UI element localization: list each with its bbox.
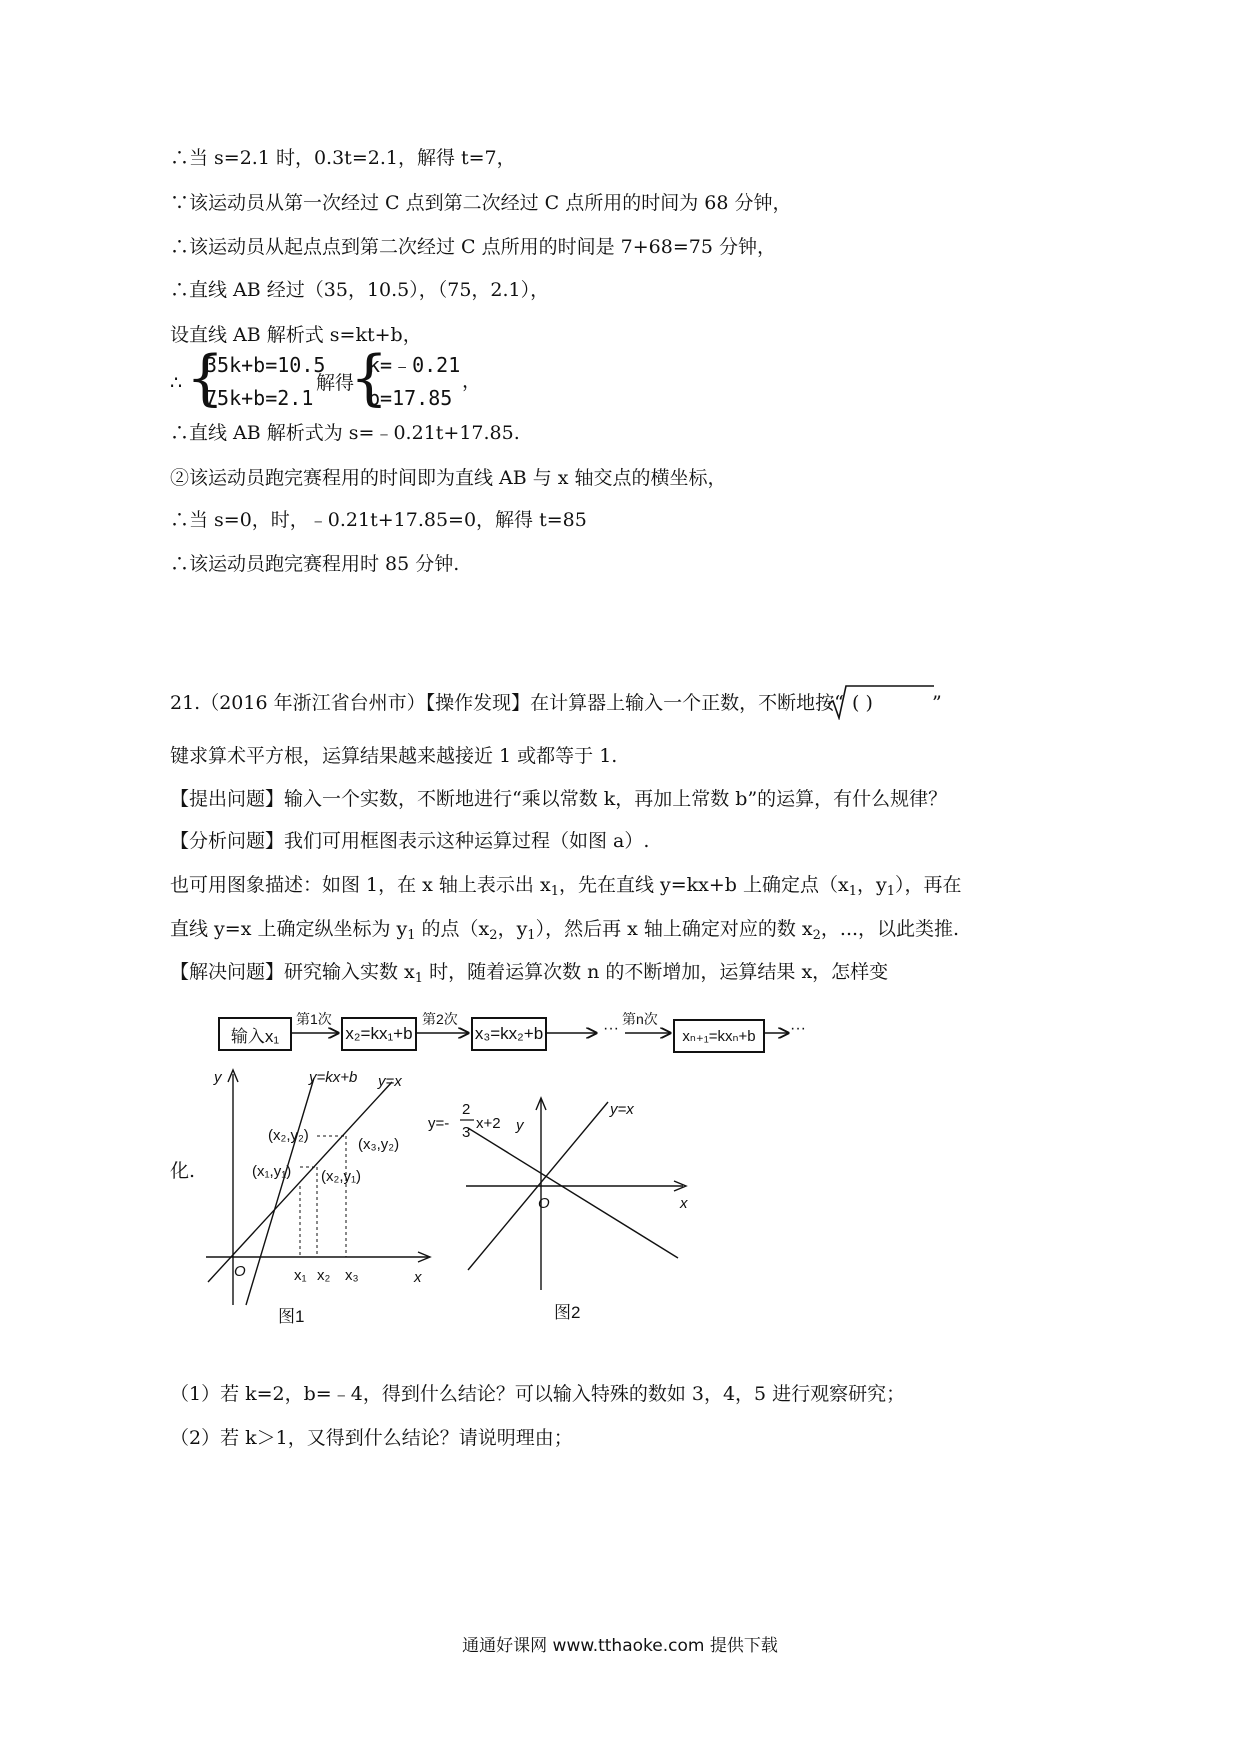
text-segment: 的点（x [415,918,490,940]
solution-line-8: ∴当 s=0，时，﹣0.21t+17.85=0，解得 t=85 [170,509,587,531]
fig2-origin: O [538,1195,550,1212]
problem-line-6 [170,916,959,942]
text-segment: 时，随着运算次数 n 的不断增加，运算结果 x，怎样变 [423,961,889,983]
page-footer: 通通好课网 www.tthaoke.com 提供下载 [462,1636,778,1656]
system-sol-1: k=﹣0.21 [368,353,461,377]
subscript: 1 [527,928,536,943]
subscript: 1 [886,884,896,899]
problem-line-4: 【分析问题】我们可用框图表示这种运算过程（如图 a）. [170,830,650,852]
fig2-x-label: x [680,1195,688,1212]
figure-2 [428,1050,688,1340]
sqrt-key-parens: ( ) [852,692,873,714]
fig2-eq-den: 3 [462,1124,471,1141]
text-segment: ，y [857,874,887,896]
solution-line-9: ∴该运动员跑完赛程用时 85 分钟. [170,553,460,575]
subquestion-2: （2）若 k＞1，又得到什么结论？请说明理由； [170,1427,573,1449]
fig2-line-label-yx: y=x [610,1101,634,1118]
system-eq-2: 75k+b=2.1 [205,386,314,410]
solution-line-2: ∵该运动员从第一次经过 C 点到第二次经过 C 点所用的时间为 68 分钟， [170,192,792,214]
subquestion-1: （1）若 k=2，b=﹣4，得到什么结论？可以输入特殊的数如 3，4，5 进行观察研究； [170,1383,906,1405]
flow-box-3: x₃=kx₂+b [471,1017,547,1051]
solution-line-4: ∴直线 AB 经过（35，10.5），（75，2.1）， [170,279,550,301]
problem-heading-text: 21.（2016 年浙江省台州市）【操作发现】在计算器上输入一个正数，不断地按“ [170,692,844,714]
flow-label-2: 第2次 [422,1011,458,1027]
figure-1 [196,1060,436,1360]
subscript: 1 [407,928,416,943]
subscript: 2 [812,928,821,943]
fig1-line-label-kxb: y=kx+b [309,1069,358,1086]
fig2-y-label: y [516,1117,524,1134]
text-segment: 也可用图象描述：如图 1，在 x 轴上表示出 x [170,874,551,896]
problem-line-7 [170,959,888,985]
subscript: 1 [550,884,559,899]
flow-dots: ··· [603,1020,619,1037]
solution-line-6: ∴直线 AB 解析式为 s=﹣0.21t+17.85. [170,422,520,444]
text-segment: ，先在直线 y=kx+b 上确定点（x [558,874,849,896]
fig2-eq-num: 2 [462,1101,471,1118]
subscript: 1 [414,971,424,986]
text-segment: ），再在 [895,874,962,896]
fig2-eq-suffix: x+2 [476,1115,501,1132]
solution-line-3: ∴该运动员从起点点到第二次经过 C 点所用的时间是 7+68=75 分钟， [170,236,776,258]
system-sol-2: b=17.85 [368,386,453,410]
text-segment: 【解决问题】研究输入实数 x [170,961,415,983]
flow-trailing-dots: ··· [790,1020,806,1037]
fig1-line-label-yx: y=x [378,1073,402,1090]
flow-box-2: x₂=kx₁+b [341,1017,417,1051]
system-eq-1: 35k+b=10.5 [205,353,326,377]
subscript: 1 [848,884,858,899]
problem-heading [170,690,844,716]
problem-line-2: 键求算术平方根，运算结果越来越接近 1 或都等于 1. [170,745,618,767]
solution-line-7: ②该运动员跑完赛程用的时间即为直线 AB 与 x 轴交点的横坐标， [170,467,727,489]
text-segment: ），然后再 x 轴上确定对应的数 x [535,918,813,940]
text-segment: ，...，以此类推. [820,918,960,940]
text-segment: 直线 y=x 上确定纵坐标为 y [170,918,408,940]
fig2-caption: 图2 [554,1303,581,1322]
fig2-eq-prefix: y=- [428,1115,450,1132]
flow-arrows [200,1012,1000,1052]
fig1-tick-x1: x₁ [294,1267,307,1284]
solution-line-1: ∴当 s=2.1 时，0.3t=2.1，解得 t=7， [170,147,516,169]
fig1-origin: O [234,1263,246,1280]
fig1-point-x3y2: (x₃,y₂) [358,1136,400,1153]
fig2-line-neg [468,1128,678,1258]
fig1-point-x2y1: (x₂,y₁) [321,1168,362,1185]
solution-line-5: 设直线 AB 解析式 s=kt+b， [170,324,422,346]
fig1-point-x2y2: (x₂,y₂) [268,1127,309,1144]
system-prefix: ∴ [170,372,183,394]
flow-label-n: 第n次 [622,1011,658,1027]
system-solve-label: 解得 [316,372,355,394]
sqrt-key-icon [826,684,936,720]
fig1-tick-x3: x₃ [345,1267,359,1284]
fig1-point-x1y1: (x₁,y₁) [252,1163,292,1180]
problem-line-5 [170,872,962,898]
subscript: 2 [489,928,498,943]
fig1-caption: 图1 [278,1307,305,1326]
fig1-tick-x2: x₂ [317,1267,331,1284]
right-brace: { [350,343,389,413]
fig1-x-label: x [414,1269,422,1286]
fig1-y-label: y [214,1069,222,1086]
fig1-dashed-guides [300,1136,346,1257]
flow-box-n: xₙ₊₁=kxₙ+b [673,1019,765,1053]
left-brace: { [186,343,225,413]
problem-heading-end: ” [932,692,942,714]
flow-label-1: 第1次 [296,1011,332,1027]
text-segment: ，y [497,918,528,940]
flow-box-input: 输入x₁ [218,1017,292,1051]
problem-line-3: 【提出问题】输入一个实数，不断地进行“乘以常数 k，再加上常数 b”的运算，有什么规律？ [170,788,948,810]
system-end: ， [462,370,482,392]
problem-line-8: 化. [170,1160,196,1182]
